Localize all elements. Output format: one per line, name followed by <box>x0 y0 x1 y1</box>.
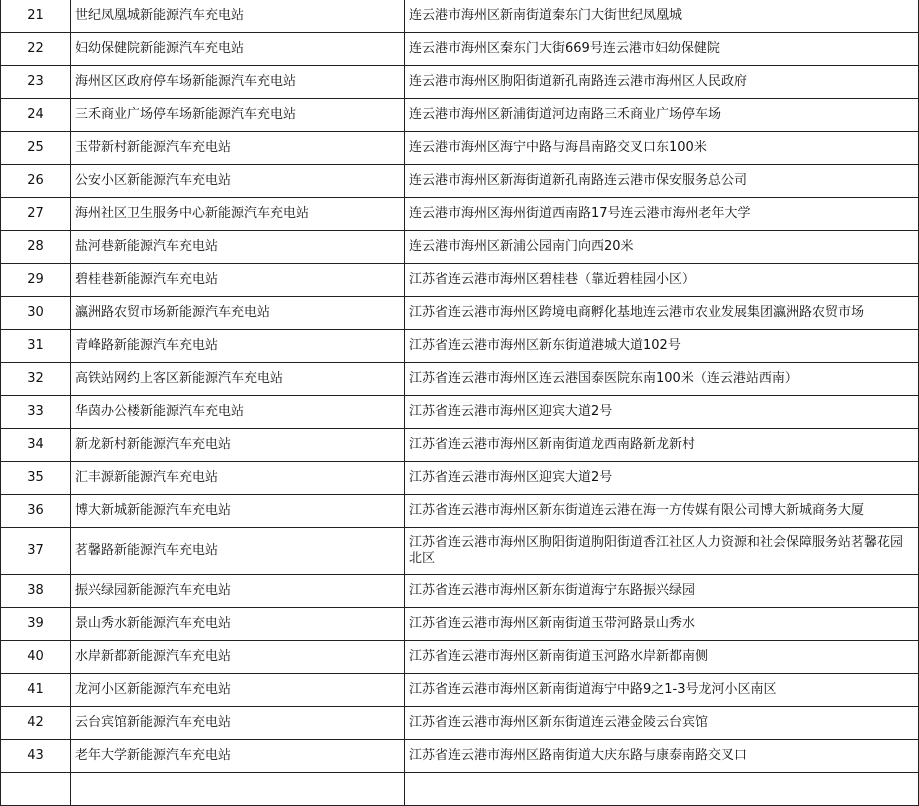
station-address-cell: 江苏省连云港市海州区碧桂巷（靠近碧桂园小区） <box>405 264 919 297</box>
station-address-cell: 江苏省连云港市海州区新南街道玉河路水岸新都南侧 <box>405 641 919 674</box>
station-name-cell: 华茵办公楼新能源汽车充电站 <box>71 396 405 429</box>
station-address-cell: 连云港市海州区新浦公园南门向西20米 <box>405 231 919 264</box>
station-name-cell: 瀛洲路农贸市场新能源汽车充电站 <box>71 297 405 330</box>
station-number-cell: 28 <box>1 231 71 264</box>
table-row <box>1 462 919 495</box>
station-address-cell: 江苏省连云港市海州区新东街道连云港在海一方传媒有限公司博大新城商务大厦 <box>405 495 919 528</box>
station-name-cell: 水岸新都新能源汽车充电站 <box>71 641 405 674</box>
station-number-cell: 26 <box>1 165 71 198</box>
station-name-cell: 博大新城新能源汽车充电站 <box>71 495 405 528</box>
station-number-cell: 27 <box>1 198 71 231</box>
table-row <box>1 198 919 231</box>
table-row <box>1 740 919 773</box>
station-number-cell: 36 <box>1 495 71 528</box>
station-address-cell: 江苏省连云港市海州区新南街道玉带河路景山秀水 <box>405 608 919 641</box>
station-name-cell: 高铁站网约上客区新能源汽车充电站 <box>71 363 405 396</box>
station-number-cell: 30 <box>1 297 71 330</box>
station-name-cell: 云台宾馆新能源汽车充电站 <box>71 707 405 740</box>
station-address-cell: 连云港市海州区海宁中路与海昌南路交叉口东100米 <box>405 132 919 165</box>
table-row <box>1 132 919 165</box>
station-number-cell: 40 <box>1 641 71 674</box>
station-number-cell: 39 <box>1 608 71 641</box>
station-address-cell: 江苏省连云港市海州区路南街道大庆东路与康泰南路交叉口 <box>405 740 919 773</box>
table-row <box>1 165 919 198</box>
table-row <box>1 264 919 297</box>
station-name-cell: 碧桂巷新能源汽车充电站 <box>71 264 405 297</box>
station-number-cell: 22 <box>1 33 71 66</box>
station-number-cell: 38 <box>1 575 71 608</box>
station-number-cell: 42 <box>1 707 71 740</box>
station-name-cell: 世纪凤凰城新能源汽车充电站 <box>71 0 405 33</box>
table-row <box>1 608 919 641</box>
table-row <box>1 330 919 363</box>
station-address-cell: 连云港市海州区新浦街道河边南路三禾商业广场停车场 <box>405 99 919 132</box>
station-number-cell: 34 <box>1 429 71 462</box>
station-number-cell: 24 <box>1 99 71 132</box>
station-number-cell: 35 <box>1 462 71 495</box>
station-name-cell: 妇幼保健院新能源汽车充电站 <box>71 33 405 66</box>
station-number-cell: 31 <box>1 330 71 363</box>
table-row <box>1 297 919 330</box>
table-row <box>1 429 919 462</box>
station-name-cell: 三禾商业广场停车场新能源汽车充电站 <box>71 99 405 132</box>
station-number-cell: 37 <box>1 528 71 575</box>
station-address-cell: 江苏省连云港市海州区新南街道海宁中路9之1-3号龙河小区南区 <box>405 674 919 707</box>
station-number-cell: 23 <box>1 66 71 99</box>
station-name-cell: 公安小区新能源汽车充电站 <box>71 165 405 198</box>
station-address-cell: 江苏省连云港市海州区连云港国泰医院东南100米（连云港站西南） <box>405 363 919 396</box>
station-name-cell: 海州区区政府停车场新能源汽车充电站 <box>71 66 405 99</box>
station-name-cell: 新龙新村新能源汽车充电站 <box>71 429 405 462</box>
table-row <box>1 99 919 132</box>
station-number-cell: 21 <box>1 0 71 33</box>
station-number-cell: 32 <box>1 363 71 396</box>
station-address-cell <box>405 773 919 806</box>
station-address-cell: 连云港市海州区朐阳街道新孔南路连云港市海州区人民政府 <box>405 66 919 99</box>
station-name-cell <box>71 773 405 806</box>
station-address-cell: 江苏省连云港市海州区迎宾大道2号 <box>405 396 919 429</box>
station-name-cell: 海州社区卫生服务中心新能源汽车充电站 <box>71 198 405 231</box>
station-name-cell: 老年大学新能源汽车充电站 <box>71 740 405 773</box>
station-address-cell: 连云港市海州区新南街道秦东门大街世纪凤凰城 <box>405 0 919 33</box>
station-name-cell: 青峰路新能源汽车充电站 <box>71 330 405 363</box>
station-name-cell: 景山秀水新能源汽车充电站 <box>71 608 405 641</box>
table-row <box>1 396 919 429</box>
station-address-cell: 江苏省连云港市海州区新东街道海宁东路振兴绿园 <box>405 575 919 608</box>
table-row <box>1 641 919 674</box>
table-row <box>1 0 919 33</box>
station-number-cell: 43 <box>1 740 71 773</box>
table-row <box>1 707 919 740</box>
station-name-cell: 茗馨路新能源汽车充电站 <box>71 528 405 575</box>
station-name-cell: 汇丰源新能源汽车充电站 <box>71 462 405 495</box>
station-address-cell: 连云港市海州区海州街道西南路17号连云港市海州老年大学 <box>405 198 919 231</box>
table-row <box>1 575 919 608</box>
table-row <box>1 33 919 66</box>
station-address-cell: 连云港市海州区新海街道新孔南路连云港市保安服务总公司 <box>405 165 919 198</box>
table-row <box>1 528 919 575</box>
station-number-cell: 29 <box>1 264 71 297</box>
station-name-cell: 玉带新村新能源汽车充电站 <box>71 132 405 165</box>
station-name-cell: 盐河巷新能源汽车充电站 <box>71 231 405 264</box>
station-address-cell: 江苏省连云港市海州区朐阳街道朐阳街道香江社区人力资源和社会保障服务站茗馨花园北区 <box>405 528 919 575</box>
station-address-cell: 江苏省连云港市海州区新东街道连云港金陵云台宾馆 <box>405 707 919 740</box>
station-name-cell: 龙河小区新能源汽车充电站 <box>71 674 405 707</box>
station-address-cell: 江苏省连云港市海州区新南街道龙西南路新龙新村 <box>405 429 919 462</box>
table-row <box>1 66 919 99</box>
table-body <box>1 0 919 806</box>
station-address-cell: 连云港市海州区秦东门大街669号连云港市妇幼保健院 <box>405 33 919 66</box>
table-row <box>1 495 919 528</box>
table-row <box>1 363 919 396</box>
table-row <box>1 231 919 264</box>
station-number-cell: 33 <box>1 396 71 429</box>
station-number-cell: 41 <box>1 674 71 707</box>
station-address-cell: 江苏省连云港市海州区迎宾大道2号 <box>405 462 919 495</box>
table-row <box>1 773 919 806</box>
station-name-cell: 振兴绿园新能源汽车充电站 <box>71 575 405 608</box>
station-address-cell: 江苏省连云港市海州区新东街道港城大道102号 <box>405 330 919 363</box>
station-number-cell <box>1 773 71 806</box>
table-row <box>1 674 919 707</box>
station-number-cell: 25 <box>1 132 71 165</box>
station-address-cell: 江苏省连云港市海州区跨境电商孵化基地连云港市农业发展集团瀛洲路农贸市场 <box>405 297 919 330</box>
